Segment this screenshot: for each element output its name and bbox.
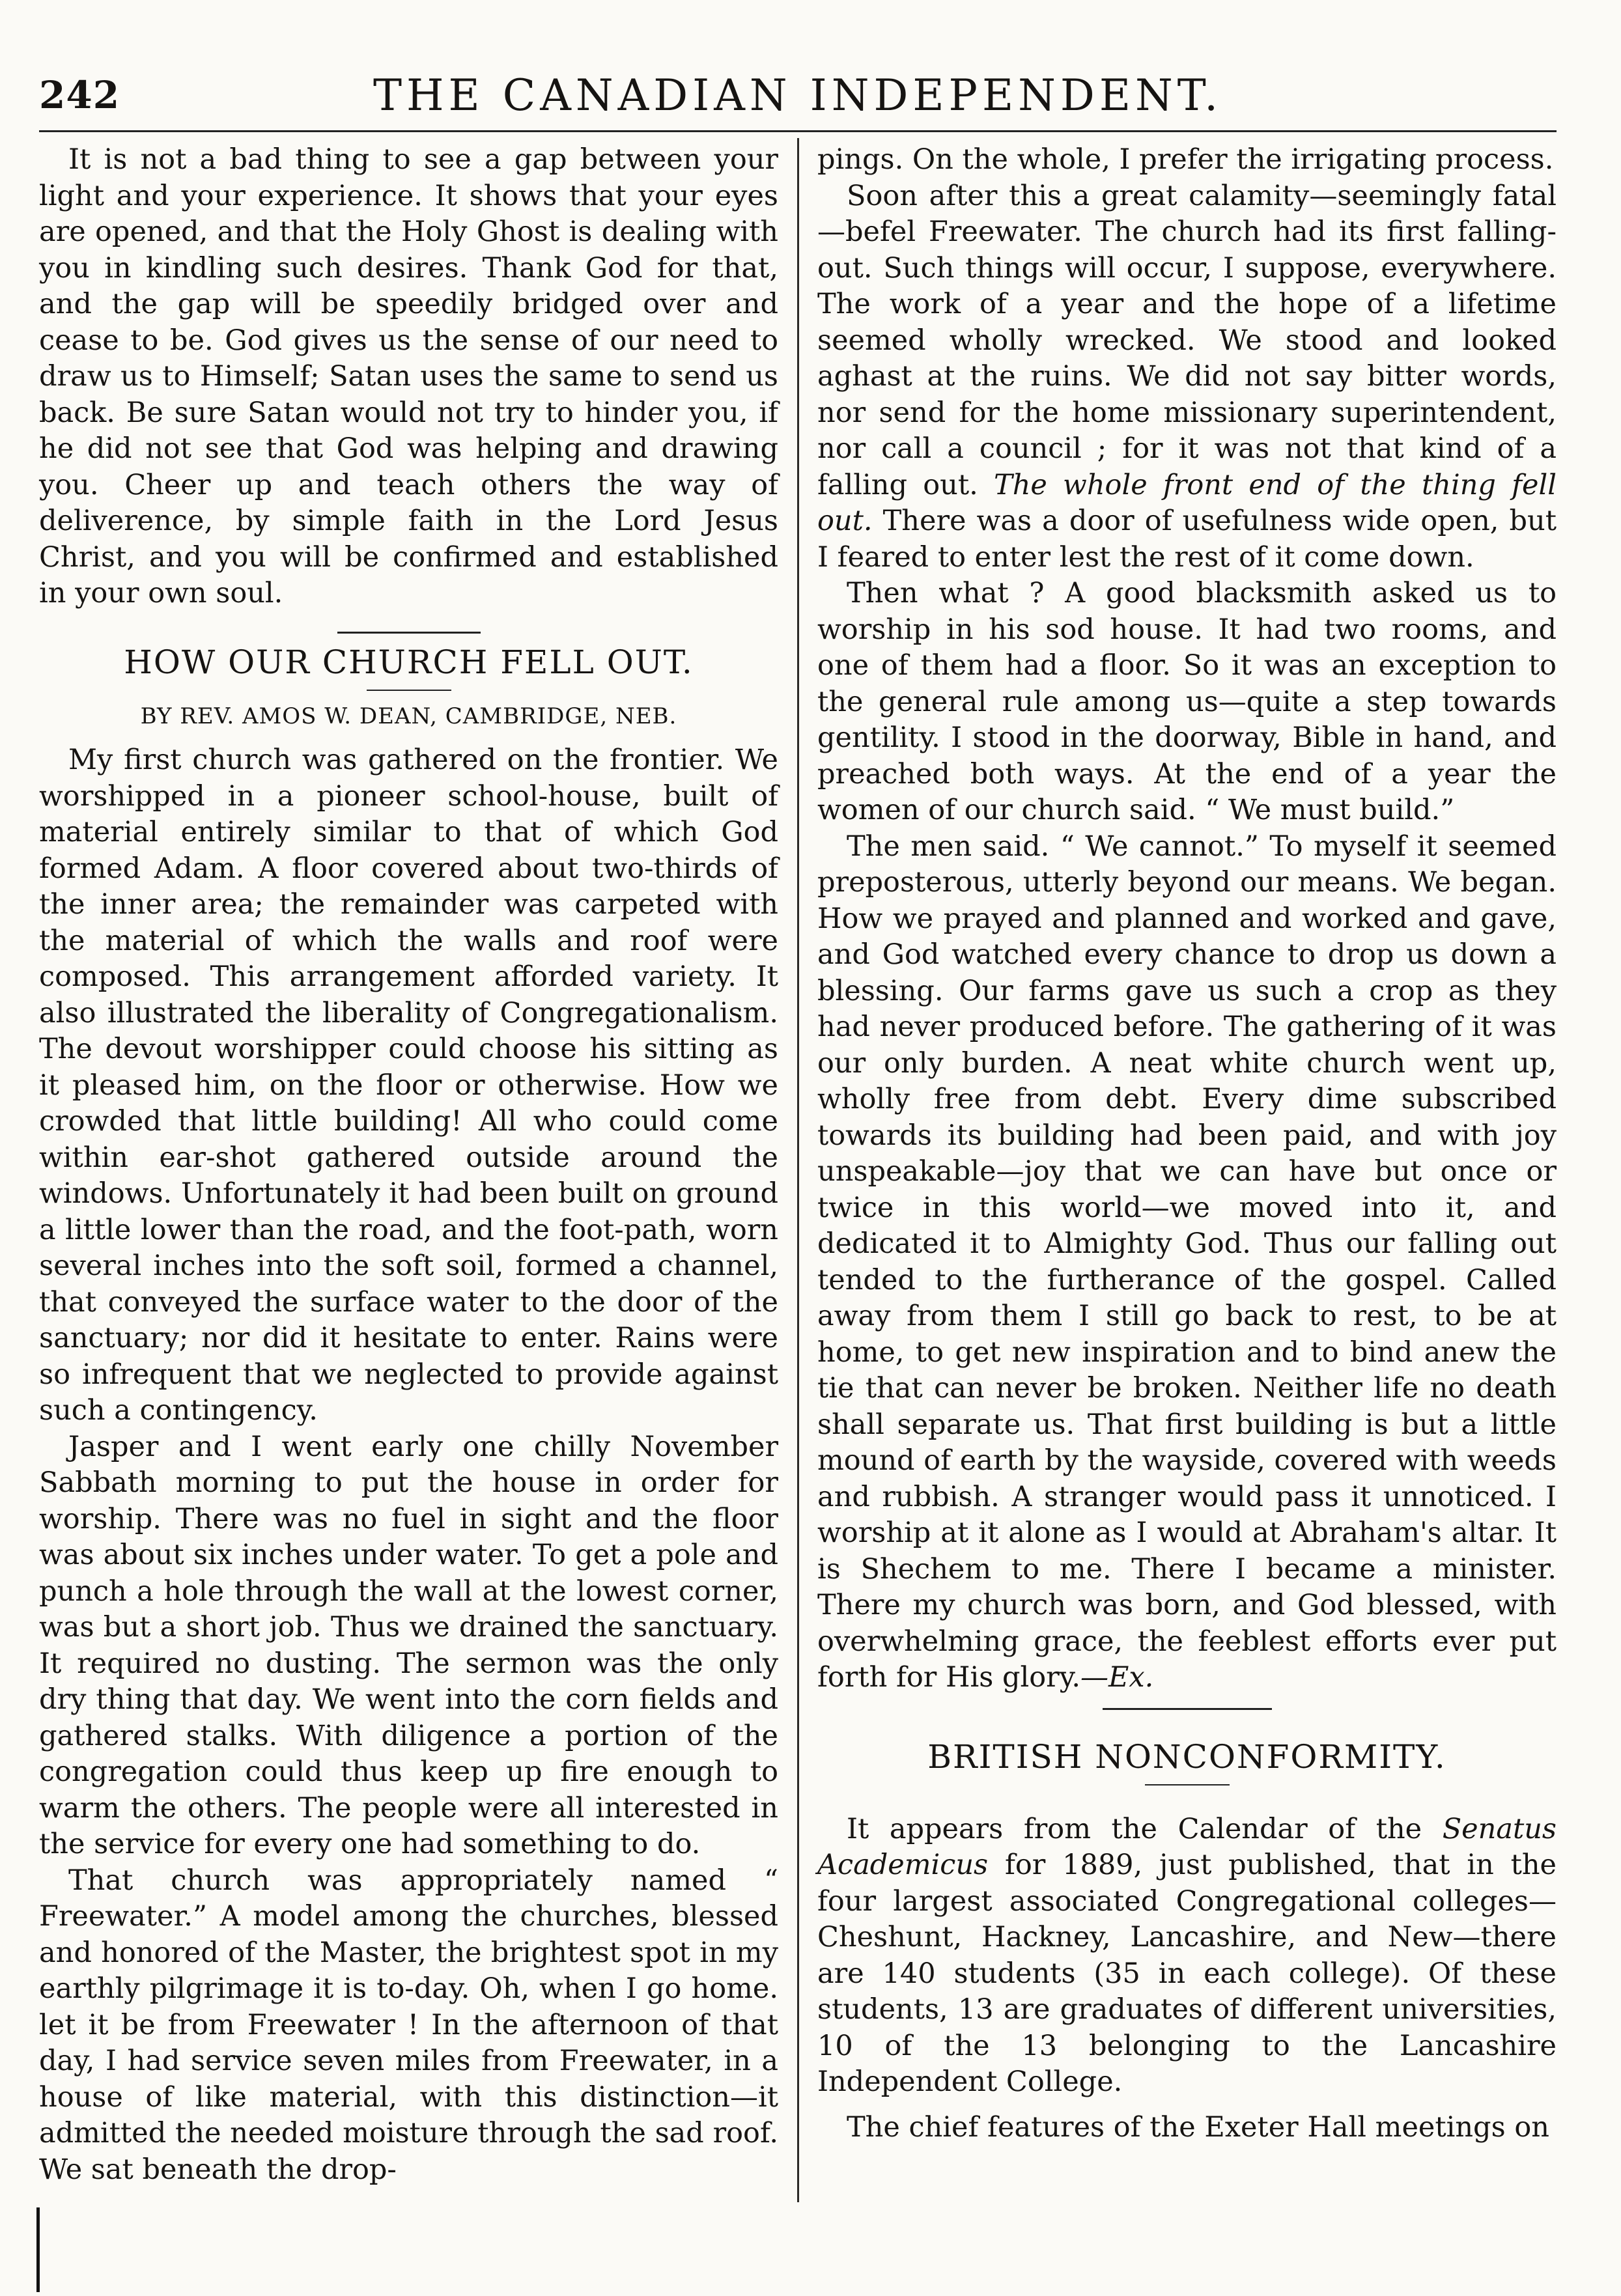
section-divider: [1103, 1708, 1272, 1710]
article-paragraph: pings. On the whole, I prefer the irrigating process.: [817, 143, 1554, 176]
article-byline: BY REV. AMOS W. DEAN, CAMBRIDGE, NEB.: [140, 703, 677, 729]
paragraph-text: Soon after this a great calamity—seemingly fatal—befel Freewater. The church had its first falling-out. Such things will occur, I suppose, everywhere. The work of a year and the hope of a lifetime seemed wholly wrecked. We stood and looked aghast at the ruins. We did not say bitter words, nor send for the home missionary superintendent, nor call a council ; for it was not that kind of a falling out.: [817, 179, 1557, 501]
article-paragraph: [817, 178, 1557, 576]
article-paragraph: Jasper and I went early one chilly November Sabbath morning to put the house in order for worship. There was no fuel in sight and the floor was about six inches under water. To get a pole and punch a hole through the wall at the lowest corner, was but a short job. Thus we drained the sanctuary. It required no dusting. The sermon was the only dry thing that day. We went into the corn fields and gathered stalks. With diligence a portion of the congregation could thus keep up fire enough to warm the others. The people were all interested in the service for every one had something to do.: [39, 1430, 778, 1860]
article-paragraph: My first church was gathered on the frontier. We worshipped in a pioneer school-house, built of material entirely similar to that of which God formed Adam. A floor covered about two-thirds of the inner area; the remainder was carpeted with the material of which the walls and roof were composed. This arrangement afforded variety. It also illustrated the liberality of Congregationalism. The devout worshipper could choose his sitting as it pleased him, on the floor or otherwise. How we crowded that little building! All who could come within ear-shot gathered outside around the windows. Unfortunately it had been built on ground a little lower than the road, and the foot-path, worn several inches into the soft soil, formed a channel, that conveyed the surface water to the door of the sanctuary; nor did it hesitate to enter. Rains were so infrequent that we neglected to provide against such a contingency.: [39, 744, 778, 1427]
paragraph-text: for 1889, just published, that in the four largest associated Congregational colleges—Cheshunt, Hackney, Lancashire, and New—there are 140 students (35 in each college). Of these students, 13 are graduates of different universities, 10 of the 13 belonging to the Lancashire Independent College.: [817, 1849, 1557, 2098]
title-underline: [367, 690, 451, 691]
article-paragraph: Then what ? A good blacksmith asked us to worship in his sod house. It had two rooms, and one of them had a floor. So it was an exception to the general rule among us—quite a step towards gentility. I stood in the doorway, Bible in hand, and preached both ways. At the end of a year the women of our church said. “ We must build.”: [817, 577, 1557, 826]
article-paragraph: That church was appropriately named “ Freewater.” A model among the churches, blessed and honored of the Master, the brightest spot in my earthly pilgrimage it is to-day. Oh, when I go home. let it be from Freewater ! In the afternoon of that day, I had service seven miles from Freewater, in a house of like material, with this distinction—it admitted the needed moisture through the sad roof. We sat beneath the drop-: [39, 1864, 778, 2186]
article-paragraph: [817, 829, 1557, 1696]
paragraph-text: There was a door of usefulness wide open, but I feared to enter lest the rest of it come down.: [817, 505, 1557, 574]
article-paragraph: The chief features of the Exeter Hall meetings on: [847, 2110, 1549, 2144]
section-divider: [337, 632, 481, 634]
intro-paragraph: It is not a bad thing to see a gap between your light and your experience. It shows that your eyes are opened, and that the Holy Ghost is dealing with you in kindling such desires. Thank God for that, and the gap will be speedily bridged over and cease to be. God gives us the sense of our need to draw us to Himself; Satan uses the same to send us back. Be sure Satan would not try to hinder you, if he did not see that God was helping and drawing you. Cheer up and teach others the way of deliverence, by simple faith in the Lord Jesus Christ, and you will be confirmed and established in your own soul.: [39, 143, 778, 609]
italic-text: The whole front end of the thing fell out.: [817, 468, 1557, 537]
page-number: 242: [39, 73, 120, 117]
column-divider: [797, 138, 799, 2202]
source-credit: —Ex.: [1080, 1661, 1154, 1694]
section-title: BRITISH NONCONFORMITY.: [927, 1737, 1446, 1776]
right-column: [817, 142, 1557, 2146]
left-column: [39, 142, 778, 2188]
page-header: [39, 59, 1557, 132]
article-title: HOW OUR CHURCH FELL OUT.: [124, 643, 694, 681]
journal-title: THE CANADIAN INDEPENDENT.: [373, 70, 1223, 120]
article-paragraph: [817, 1812, 1557, 2101]
paragraph-text: It appears from the Calendar of the: [847, 1812, 1422, 1845]
italic-text: Senatus Academicus: [817, 1812, 1557, 1881]
paragraph-text: The men said. “ We cannot.” To myself it seemed preposterous, utterly beyond our means. We began. How we prayed and planned and worked and gave, and God watched every chance to drop us down a blessing. Our farms gave us such a crop as they had never produced before. The gathering of it was our only burden. A neat white church went up, wholly free from debt. Every dime subscribed towards its building had been paid, and with joy unspeakable—joy that we can have but once or twice in this world—we moved into it, and dedicated it to Almighty God. Thus our falling out tended to the furtherance of the gospel. Called away from them I still go back to rest, to be at home, to get new inspiration and to bind anew the tie that can never be broken. Neither life no death shall separate us. That first building is but a little mound of earth by the wayside, covered with weeds and rubbish. A stranger would pass it unnoticed. I worship at it alone as I would at Abraham's altar. It is Shechem to me. There I became a minister. There my church was born, and God blessed, with overwhelming grace, the feeblest efforts ever put forth for His glory.: [817, 830, 1557, 1694]
margin-mark: [36, 2207, 40, 2292]
